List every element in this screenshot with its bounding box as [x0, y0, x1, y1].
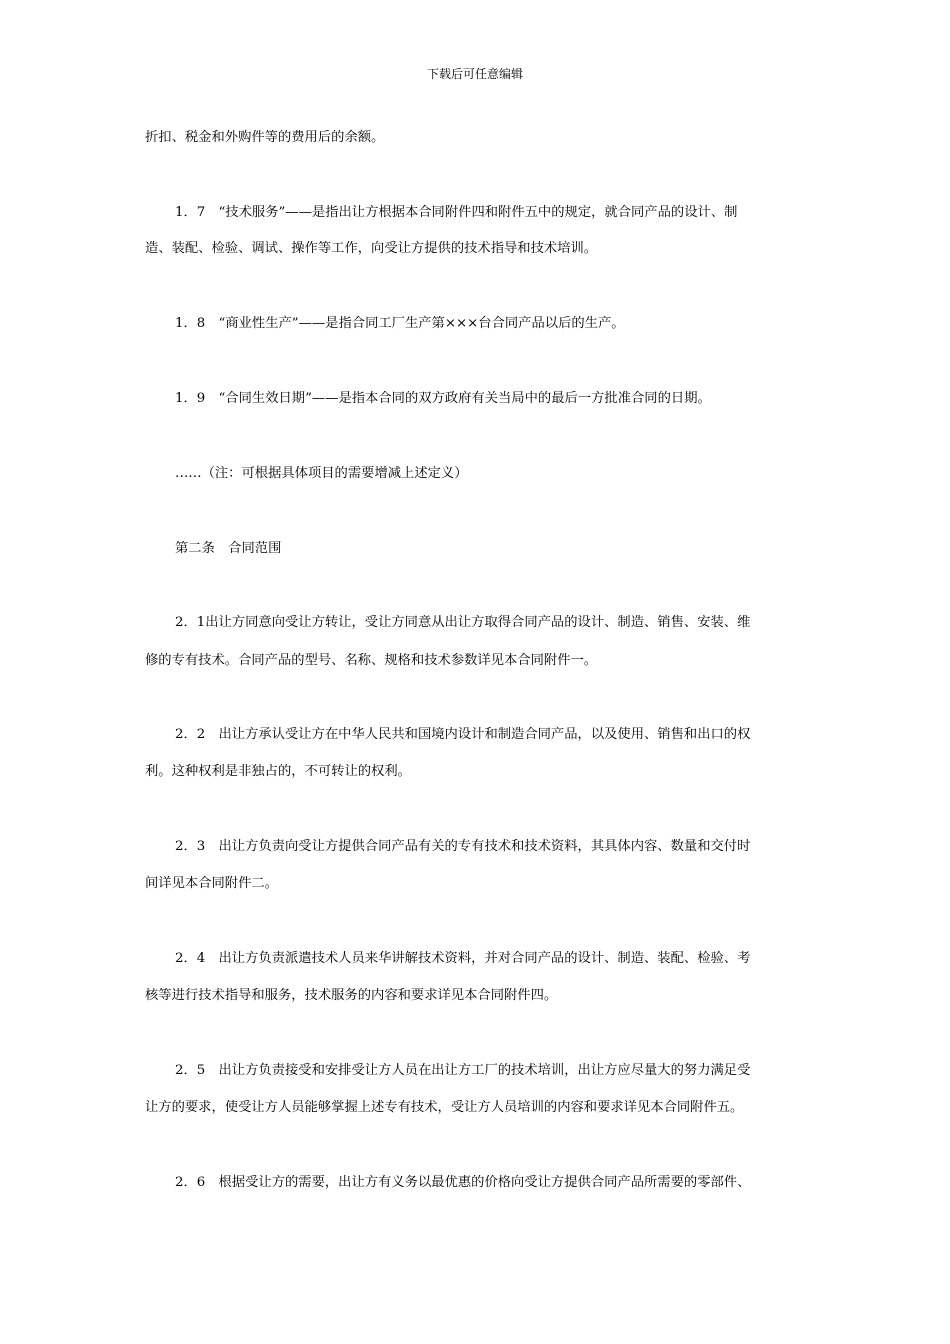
paragraph-line: 1．8 “商业性生产”——是指合同工厂生产第×××台合同产品以后的生产。 [175, 316, 625, 331]
page-header: 下载后可任意编辑 [426, 67, 523, 81]
paragraph-line: 折扣、税金和外购件等的费用后的余额。 [145, 130, 385, 145]
paragraph-line: 造、装配、检验、调试、操作等工作，向受让方提供的技术指导和技术培训。 [145, 241, 598, 256]
paragraph-line: 2．5 出让方负责接受和安排受让方人员在出让方工厂的技术培训，出让方应尽量大的努力满足受 [175, 1063, 751, 1078]
paragraph-line: 让方的要求，使受让方人员能够掌握上述专有技术，受让方人员培训的内容和要求详见本合同附件五。 [145, 1100, 744, 1115]
paragraph-line: 2．6 根据受让方的需要，出让方有义务以最优惠的价格向受让方提供合同产品所需要的零部件、 [175, 1175, 751, 1190]
paragraph-line: 2．3 出让方负责向受让方提供合同产品有关的专有技术和技术资料，其具体内容、数量和交付时 [175, 839, 751, 854]
section-heading: 第二条 合同范围 [175, 541, 282, 556]
paragraph-line: ……（注：可根据具体项目的需要增减上述定义） [175, 466, 468, 481]
paragraph-line: 利。这种权利是非独占的，不可转让的权利。 [145, 764, 411, 779]
paragraph-line: 修的专有技术。合同产品的型号、名称、规格和技术参数详见本合同附件一。 [145, 653, 598, 668]
paragraph-line: 核等进行技术指导和服务，技术服务的内容和要求详见本合同附件四。 [145, 988, 558, 1003]
paragraph-line: 间详见本合同附件二。 [145, 876, 278, 891]
paragraph-line: 2．1出让方同意向受让方转让，受让方同意从出让方取得合同产品的设计、制造、销售、安装、维 [175, 615, 751, 630]
paragraph-line: 1．9 “合同生效日期”——是指本合同的双方政府有关当局中的最后一方批准合同的日期。 [175, 391, 711, 406]
paragraph-line: 2．4 出让方负责派遣技术人员来华讲解技术资料，并对合同产品的设计、制造、装配、检验、考 [175, 951, 751, 966]
paragraph-line: 2．2 出让方承认受让方在中华人民共和国境内设计和制造合同产品，以及使用、销售和出口的权 [175, 727, 751, 742]
paragraph-line: 1．7 “技术服务”——是指出让方根据本合同附件四和附件五中的规定，就合同产品的设计、制 [175, 205, 738, 220]
